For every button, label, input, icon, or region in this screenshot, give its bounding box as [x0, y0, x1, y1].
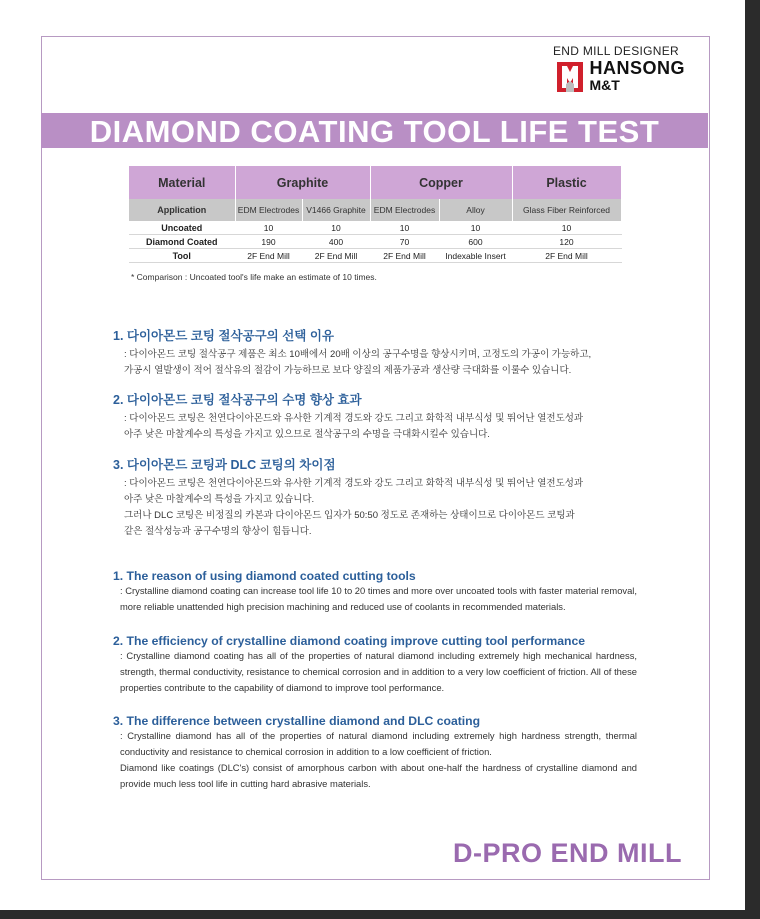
table-cell: V1466 Graphite [302, 199, 370, 221]
body-line: : 다이아몬드 코팅은 천연다이아몬드와 유사한 기계적 경도와 강도 그리고 화학적 내부식성 및 뛰어난 열전도성과 [124, 413, 584, 424]
row-label-tool: Tool [129, 249, 235, 263]
section-heading: 3. 다이아몬드 코팅과 DLC 코팅의 차이점 [113, 458, 336, 472]
section-heading: 2. The efficiency of crystalline diamond coating improve cutting tool performance [113, 634, 586, 648]
table-cell: 10 [370, 221, 439, 235]
table-cell: Indexable Insert [439, 249, 512, 263]
brand-sub: M&T [589, 77, 620, 93]
hansong-logo-icon [557, 62, 583, 92]
title-banner: DIAMOND COATING TOOL LIFE TEST [41, 113, 708, 148]
table-cell: 10 [512, 221, 621, 235]
table-cell: Glass Fiber Reinforced [512, 199, 621, 221]
table-cell: 190 [235, 235, 302, 249]
body-line: 그러나 DLC 코팅은 비정질의 카본과 다이아몬드 입자가 50:50 정도로 존재하는 상태이므로 다이아몬드 코팅과 [124, 510, 575, 521]
table-cell: 120 [512, 235, 621, 249]
english-section-2 [113, 634, 637, 696]
section-heading: 1. 다이아몬드 코팅 절삭공구의 선택 이유 [113, 329, 334, 343]
body-line: 가공시 열발생이 적어 절삭유의 절감이 가능하므로 보다 양질의 제품가공과 생산량 극대화를 이룰수 있습니다. [124, 365, 572, 376]
table-cell: 600 [439, 235, 512, 249]
section-heading: 3. The difference between crystalline diamond and DLC coating [113, 714, 481, 728]
body-line: : 다이아몬드 코팅 절삭공구 제품은 최소 10배에서 20배 이상의 공구수명을 향상시키며, 고정도의 가공이 가능하고, [124, 349, 592, 360]
section-body: : Crystalline diamond coating can increase tool life 10 to 20 times and more over uncoated tools with faster material removal, more reliable unattended high precision machining and reduced use of coolants in recommended materials. [120, 585, 637, 612]
korean-section-1 [113, 326, 653, 379]
footer-product-name: D-PRO END MILL [453, 838, 682, 868]
table-cell: 2F End Mill [235, 249, 302, 263]
row-label-uncoated: Uncoated [129, 221, 235, 235]
row-label-diamond: Diamond Coated [129, 235, 235, 249]
comparison-note: * Comparison : Uncoated tool's life make an estimate of 10 times. [131, 272, 377, 282]
header-graphite: Graphite [235, 166, 370, 199]
table-cell: Alloy [439, 199, 512, 221]
korean-section-3 [113, 455, 653, 540]
english-section-3 [113, 714, 637, 792]
table-cell: 2F End Mill [302, 249, 370, 263]
english-section-1 [113, 569, 637, 615]
brand-name: HANSONG [589, 58, 685, 78]
section-body-2: Diamond like coatings (DLC's) consist of amorphous carbon with about one-half the hardness of crystalline diamond and provide much less tool life in cutting hard abrasive materials. [120, 762, 637, 789]
header-copper: Copper [370, 166, 512, 199]
table-cell: 10 [235, 221, 302, 235]
table-cell: 10 [439, 221, 512, 235]
body-line: 아주 낮은 마찰계수의 특성을 가지고 있습니다. [124, 494, 315, 505]
section-body: : Crystalline diamond has all of the properties of natural diamond including extremely high hardness strength, thermal conductivity and resistance to chemical corrosion in addition to a low coefficient of friction. [120, 730, 637, 757]
table-cell: EDM Electrodes [235, 199, 302, 221]
section-body: : Crystalline diamond coating has all of the properties of natural diamond including extremely high mechanical hardness, strength, thermal conductivity, resistance to chemical corrosion and in addition to a very low coefficient of friction. All of these properties contribute to the capability of diamond to improve tool performance. [120, 650, 637, 693]
header-material: Material [129, 166, 235, 199]
table-cell: 2F End Mill [512, 249, 621, 263]
brand-block [525, 44, 685, 94]
header-plastic: Plastic [512, 166, 621, 199]
body-line: 아주 낮은 마찰계수의 특성을 가지고 있으므로 절삭공구의 수명을 극대화시킬수 있습니다. [124, 429, 490, 440]
table-cell: 70 [370, 235, 439, 249]
brand-tagline: END MILL DESIGNER [552, 44, 679, 58]
table-cell: EDM Electrodes [370, 199, 439, 221]
section-heading: 1. The reason of using diamond coated cutting tools [113, 569, 416, 583]
body-line: : 다이아몬드 코팅은 천연다이아몬드와 유사한 기계적 경도와 강도 그리고 화학적 내부식성 및 뛰어난 열전도성과 [124, 478, 584, 489]
section-heading: 2. 다이아몬드 코팅 절삭공구의 수명 향상 효과 [113, 393, 362, 407]
table-cell: 400 [302, 235, 370, 249]
table-cell: 10 [302, 221, 370, 235]
tool-life-table [129, 166, 622, 263]
table-cell: 2F End Mill [370, 249, 439, 263]
korean-section-2 [113, 390, 653, 443]
row-label-application: Application [129, 199, 235, 221]
body-line: 같은 절삭성능과 공구수명의 향상이 힘듭니다. [124, 526, 312, 537]
